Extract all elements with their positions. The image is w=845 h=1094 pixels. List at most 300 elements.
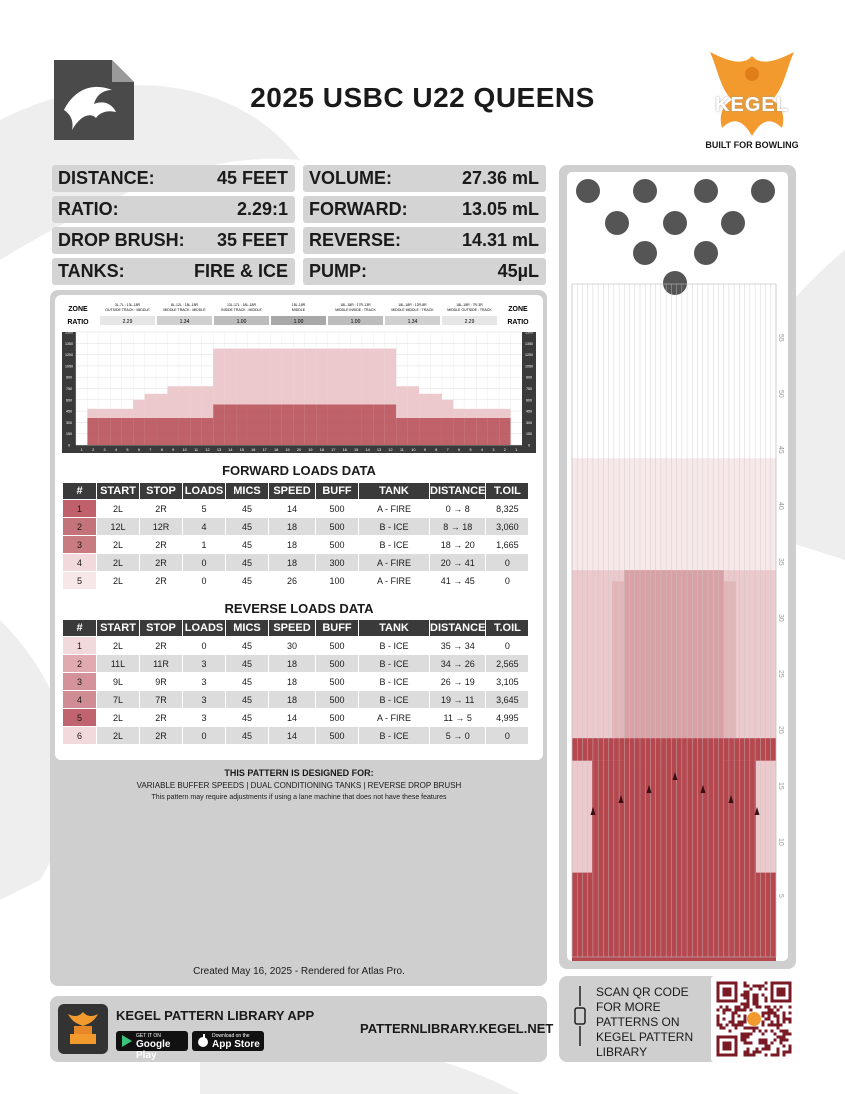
qr-module: [768, 1012, 771, 1015]
oil-bar-forward: [419, 418, 430, 445]
forward-loads-table: [62, 482, 529, 590]
qr-module: [780, 1036, 783, 1039]
qr-module: [762, 985, 765, 988]
oil-bar-forward: [408, 418, 419, 445]
ratio-label: RATIO: [67, 319, 89, 326]
qr-module: [729, 1030, 732, 1033]
qr-module: [750, 1009, 753, 1012]
qr-module: [756, 1048, 759, 1051]
qr-module: [747, 1003, 750, 1006]
zone-ratio-value: 1.00: [350, 319, 361, 325]
table-cell: 14: [269, 500, 315, 517]
oil-bar-reverse: [488, 409, 499, 418]
qr-module: [720, 1027, 723, 1030]
table-cell: 3: [183, 655, 225, 672]
table-cell: 4,995: [486, 709, 528, 726]
x-tick-label: 15: [354, 448, 359, 452]
oil-bar-forward: [385, 404, 396, 445]
table-cell: 9R: [140, 673, 182, 690]
qr-module: [768, 1006, 771, 1009]
table-cell: 500: [316, 727, 358, 744]
qr-module: [729, 1009, 732, 1012]
table-cell: 2R: [140, 572, 182, 589]
qr-module: [732, 1015, 735, 1018]
zone-boards: 18L-18R : 7R-3R: [456, 303, 483, 307]
table-cell: 2R: [140, 637, 182, 654]
x-tick-label: 2: [92, 448, 95, 452]
table-cell: 45: [226, 727, 268, 744]
qr-module: [753, 1051, 756, 1054]
zone-boards: 13L-17L : 18L-18R: [226, 303, 257, 307]
table-cell: 2R: [140, 709, 182, 726]
qr-module: [741, 1039, 744, 1042]
page-title: 2025 USBC U22 QUEENS: [250, 82, 595, 113]
app-icon[interactable]: [58, 1004, 108, 1054]
oil-bar-reverse: [385, 349, 396, 405]
y-tick-label: 1050: [525, 364, 533, 369]
qr-module: [777, 1024, 780, 1027]
qr-module: [765, 1030, 768, 1033]
qr-code[interactable]: [711, 976, 797, 1062]
column-header: DISTANCE: [430, 622, 486, 634]
y-tick-label: 1500: [525, 330, 533, 335]
qr-module: [756, 985, 759, 988]
qr-module: [747, 1042, 750, 1045]
qr-module: [765, 1054, 768, 1057]
qr-module: [753, 994, 756, 997]
oil-bar-forward: [328, 404, 339, 445]
qr-module: [741, 1033, 744, 1036]
y-tick-label: 450: [526, 409, 532, 414]
qr-module: [765, 1045, 768, 1048]
feet-label: 30: [777, 614, 784, 622]
load-number: 2: [63, 518, 96, 535]
qr-module: [783, 1033, 786, 1036]
table-cell: 18: [269, 536, 315, 553]
x-tick-label: 14: [228, 448, 233, 452]
oil-bar-forward: [431, 418, 442, 445]
y-tick-label: 300: [526, 420, 532, 425]
library-url[interactable]: PATTERNLIBRARY.KEGEL.NET: [360, 1021, 554, 1036]
qr-module: [756, 997, 759, 1000]
table-cell: 5: [183, 500, 225, 517]
x-tick-label: 18: [319, 448, 324, 452]
qr-module: [777, 1048, 780, 1051]
x-tick-label: 11: [399, 448, 404, 452]
qr-module: [777, 1027, 780, 1030]
qr-module: [768, 1024, 771, 1027]
qr-module: [744, 982, 747, 985]
oil-bar-forward: [339, 404, 350, 445]
qr-module: [753, 997, 756, 1000]
qr-module: [786, 1051, 789, 1054]
oil-bar-forward: [465, 418, 476, 445]
lane-oil-graph: [567, 172, 788, 961]
y-tick-label: 0: [68, 443, 70, 448]
oil-bar-forward: [202, 418, 213, 445]
qr-module: [723, 1018, 726, 1021]
table-cell: A - FIRE: [359, 709, 429, 726]
oil-bar-reverse: [122, 409, 133, 418]
oil-bar-reverse: [431, 394, 442, 418]
qr-module: [735, 1012, 738, 1015]
oil-bar-forward: [453, 418, 464, 445]
qr-module: [783, 1036, 786, 1039]
qr-module: [771, 1009, 774, 1012]
qr-module: [771, 1024, 774, 1027]
qr-module: [744, 1015, 747, 1018]
qr-module: [765, 1012, 768, 1015]
table-cell: 18: [269, 518, 315, 535]
column-header: SPEED: [269, 483, 315, 499]
table-cell: B - ICE: [359, 691, 429, 708]
y-tick-label: 1200: [65, 353, 73, 358]
qr-module: [762, 1048, 765, 1051]
table-cell: 1,665: [486, 536, 528, 553]
load-number: 3: [63, 673, 96, 690]
x-tick-label: 11: [194, 448, 199, 452]
oil-bar-reverse: [350, 349, 361, 405]
qr-module: [753, 1030, 756, 1033]
column-header: STOP: [140, 620, 182, 636]
table-cell: 45: [226, 655, 268, 672]
oil-bar-reverse: [179, 386, 190, 418]
table-cell: 500: [316, 655, 358, 672]
table-cell: 3: [183, 691, 225, 708]
qr-module: [789, 1012, 792, 1015]
qr-module: [744, 1036, 747, 1039]
oil-bar-reverse: [167, 386, 178, 418]
stat-volume: [303, 165, 546, 192]
table-cell: 500: [316, 709, 358, 726]
qr-module: [744, 985, 747, 988]
app-store-label: App Store: [212, 1039, 260, 1050]
reverse-loads-table: [62, 619, 529, 745]
table-cell: 18: [269, 691, 315, 708]
qr-module: [717, 1021, 720, 1024]
oil-bar-forward: [282, 404, 293, 445]
apple-icon: [195, 1033, 211, 1049]
column-header: BUFF: [316, 620, 358, 636]
y-tick-label: 150: [526, 432, 532, 437]
table-cell: 45: [226, 572, 268, 589]
table-cell: 500: [316, 500, 358, 517]
table-cell: 8,325: [486, 500, 528, 517]
qr-module: [744, 994, 747, 997]
app-store-small: Download on the: [212, 1033, 250, 1039]
table-cell: B - ICE: [359, 673, 429, 690]
qr-module: [717, 1024, 720, 1027]
created-note: Created May 16, 2025 - Rendered for Atlas Pro.: [193, 966, 405, 977]
qr-module: [777, 1036, 780, 1039]
table-cell: 0 → 8: [430, 500, 485, 517]
qr-module: [756, 1027, 759, 1030]
qr-module: [783, 1030, 786, 1033]
kegel-logo: [702, 48, 802, 152]
stat-distance: [52, 165, 295, 192]
table-cell: 11R: [140, 655, 182, 672]
x-tick-label: 6: [137, 448, 140, 452]
load-number: 1: [63, 500, 96, 517]
table-cell: 45: [226, 673, 268, 690]
stat-value: FIRE & ICE: [193, 261, 288, 281]
oil-bar-forward: [99, 418, 110, 445]
google-play-label: Google Play: [136, 1039, 171, 1061]
y-tick-label: 1200: [525, 353, 533, 358]
zone-name: MIDDLE INSIDE : TRACK: [335, 308, 376, 312]
stat-value: 35 FEET: [216, 230, 288, 250]
feet-label: 20: [777, 726, 784, 734]
x-tick-label: 8: [160, 448, 163, 452]
table-cell: 2R: [140, 727, 182, 744]
qr-module: [762, 1021, 765, 1024]
table-cell: B - ICE: [359, 518, 429, 535]
qr-module: [768, 1048, 771, 1051]
zone-name: MIDDLE MIDDLE : TRACK: [391, 308, 434, 312]
qr-module: [747, 1000, 750, 1003]
zone-label: ZONE: [68, 306, 88, 313]
stat-value: 45 FEET: [216, 168, 288, 188]
qr-module: [783, 1018, 786, 1021]
y-tick-label: 900: [66, 375, 72, 380]
y-tick-label: 150: [66, 432, 72, 437]
stat-label: DISTANCE:: [58, 168, 155, 188]
table-cell: 0: [486, 572, 528, 589]
y-tick-label: 1500: [65, 330, 73, 335]
column-header: START: [97, 483, 139, 499]
qr-module: [744, 1042, 747, 1045]
qr-module: [771, 1021, 774, 1024]
oil-bar-forward: [236, 404, 247, 445]
x-tick-label: 1: [80, 448, 83, 452]
oil-bar-reverse: [476, 409, 487, 418]
qr-module: [780, 1006, 783, 1009]
table-cell: A - FIRE: [359, 554, 429, 571]
load-number: 4: [63, 691, 96, 708]
table-row: [63, 536, 528, 553]
qr-module: [717, 1015, 720, 1018]
qr-module: [789, 1051, 792, 1054]
stat-pump: [303, 258, 546, 285]
y-tick-label: 900: [526, 375, 532, 380]
table-cell: 2,565: [486, 655, 528, 672]
pin-icon: [751, 179, 775, 203]
oil-bar-forward: [373, 404, 384, 445]
oil-bar-reverse: [270, 349, 281, 405]
qr-module: [789, 1048, 792, 1051]
qr-module: [774, 1024, 777, 1027]
qr-module: [762, 1042, 765, 1045]
table-cell: 34 → 26: [430, 655, 485, 672]
pattern-document-icon: [54, 60, 134, 140]
zone-boards: 18L-18R : 12R-8R: [398, 303, 427, 307]
table-cell: 11L: [97, 655, 139, 672]
table-cell: 500: [316, 673, 358, 690]
qr-module: [774, 1033, 777, 1036]
qr-module: [783, 1015, 786, 1018]
stat-label: FORWARD:: [309, 199, 408, 219]
oil-bar-reverse: [145, 394, 156, 418]
qr-module: [741, 1009, 744, 1012]
qr-module: [723, 1012, 726, 1015]
x-tick-label: 19: [285, 448, 290, 452]
x-tick-label: 5: [469, 448, 472, 452]
oil-bar-forward: [488, 418, 499, 445]
table-cell: 3: [183, 673, 225, 690]
table-cell: 4: [183, 518, 225, 535]
table-cell: 45: [226, 554, 268, 571]
qr-finder: [777, 988, 786, 997]
table-cell: 19 → 11: [430, 691, 485, 708]
table-cell: 45: [226, 691, 268, 708]
qr-module: [765, 1048, 768, 1051]
table-cell: 500: [316, 691, 358, 708]
qr-module: [777, 1009, 780, 1012]
table-cell: 2L: [97, 572, 139, 589]
x-tick-label: 14: [365, 448, 370, 452]
feet-label: 10: [777, 838, 784, 846]
qr-module: [747, 1048, 750, 1051]
oil-zone-dark: [572, 738, 776, 760]
qr-module: [765, 1039, 768, 1042]
y-tick-label: 1050: [65, 364, 73, 369]
qr-module: [783, 1021, 786, 1024]
x-tick-label: 10: [411, 448, 416, 452]
qr-module: [741, 1003, 744, 1006]
qr-module: [720, 1006, 723, 1009]
table-cell: 0: [183, 554, 225, 571]
oil-bar-reverse: [465, 409, 476, 418]
oil-bar-reverse: [453, 409, 464, 418]
qr-module: [768, 1015, 771, 1018]
table-row: [63, 554, 528, 571]
qr-module: [738, 1006, 741, 1009]
pin-icon: [633, 241, 657, 265]
qr-module: [762, 1039, 765, 1042]
app-store-badge[interactable]: [192, 1031, 264, 1051]
oil-bar-forward: [87, 418, 98, 445]
table-cell: B - ICE: [359, 536, 429, 553]
table-cell: 2L: [97, 554, 139, 571]
oil-bar-reverse: [259, 349, 270, 405]
table-cell: 0: [183, 572, 225, 589]
qr-module: [774, 1039, 777, 1042]
stat-label: DROP BRUSH:: [58, 230, 185, 250]
zone-name: MIDDLE TRACK : MIDDLE: [163, 308, 206, 312]
qr-module: [786, 1033, 789, 1036]
designed-for-features: VARIABLE BUFFER SPEEDS | DUAL CONDITIONING TANKS | REVERSE DROP BRUSH: [136, 781, 462, 790]
oil-profile-chart: [62, 300, 536, 455]
table-cell: 2L: [97, 727, 139, 744]
qr-finder: [723, 1042, 732, 1051]
stat-value: 2.29:1: [236, 199, 288, 219]
qr-module: [771, 1042, 774, 1045]
table-cell: B - ICE: [359, 637, 429, 654]
load-number: 4: [63, 554, 96, 571]
stat-label: REVERSE:: [309, 230, 402, 250]
stat-value: 13.05 mL: [461, 199, 539, 219]
ratio-label: RATIO: [507, 319, 529, 326]
y-tick-label: 750: [66, 387, 72, 391]
qr-module: [747, 991, 750, 994]
x-tick-label: 7: [149, 448, 152, 452]
table-cell: B - ICE: [359, 727, 429, 744]
qr-module: [747, 994, 750, 997]
load-number: 5: [63, 572, 96, 589]
pin-icon: [605, 211, 629, 235]
qr-module: [783, 1012, 786, 1015]
x-tick-label: 2: [503, 448, 506, 452]
qr-module: [747, 1036, 750, 1039]
qr-module: [738, 1009, 741, 1012]
table-cell: 3,060: [486, 518, 528, 535]
stat-reverse: [303, 227, 546, 254]
pin-icon: [633, 179, 657, 203]
x-tick-label: 16: [342, 448, 347, 452]
x-tick-label: 1: [515, 448, 518, 452]
table-cell: 5 → 0: [430, 727, 485, 744]
qr-module: [786, 1018, 789, 1021]
column-header: TANK: [359, 620, 429, 636]
google-play-badge[interactable]: [116, 1031, 188, 1061]
stat-value: 45µL: [497, 261, 539, 281]
column-header: DISTANCE: [430, 485, 486, 497]
stat-value: 14.31 mL: [461, 230, 539, 250]
feet-label: 35: [777, 558, 784, 566]
qr-module: [732, 1012, 735, 1015]
qr-module: [744, 991, 747, 994]
oil-bar-reverse: [156, 394, 167, 418]
qr-module: [759, 1030, 762, 1033]
qr-module: [762, 1024, 765, 1027]
table-cell: 18 → 20: [430, 536, 485, 553]
qr-module: [744, 997, 747, 1000]
qr-module: [747, 1033, 750, 1036]
zone-name: INSIDE TRACK : MIDDLE: [221, 308, 262, 312]
oil-bar-reverse: [99, 409, 110, 418]
qr-module: [765, 997, 768, 1000]
qr-module: [777, 1015, 780, 1018]
table-cell: 0: [486, 727, 528, 744]
qr-module: [759, 988, 762, 991]
oil-bar-forward: [442, 418, 453, 445]
column-header: #: [63, 483, 96, 499]
table-row: [63, 727, 528, 744]
oil-bar-reverse: [213, 349, 224, 405]
x-tick-label: 4: [480, 448, 484, 452]
x-tick-label: 4: [114, 448, 118, 452]
y-tick-label: 1350: [525, 341, 533, 346]
qr-module: [768, 1018, 771, 1021]
oil-bar-reverse: [190, 386, 201, 418]
x-tick-label: 3: [103, 448, 106, 452]
table-cell: 500: [316, 536, 358, 553]
oil-bar-reverse: [419, 394, 430, 418]
qr-module: [756, 994, 759, 997]
y-tick-label: 600: [526, 398, 532, 403]
qr-module: [735, 1024, 738, 1027]
x-tick-label: 16: [251, 448, 256, 452]
qr-module: [777, 1021, 780, 1024]
qr-module: [765, 988, 768, 991]
y-tick-label: 0: [528, 443, 530, 448]
qr-module: [732, 1018, 735, 1021]
qr-module: [762, 994, 765, 997]
table-cell: 9L: [97, 673, 139, 690]
y-tick-label: 750: [526, 387, 532, 391]
qr-module: [765, 1006, 768, 1009]
qr-module: [753, 985, 756, 988]
